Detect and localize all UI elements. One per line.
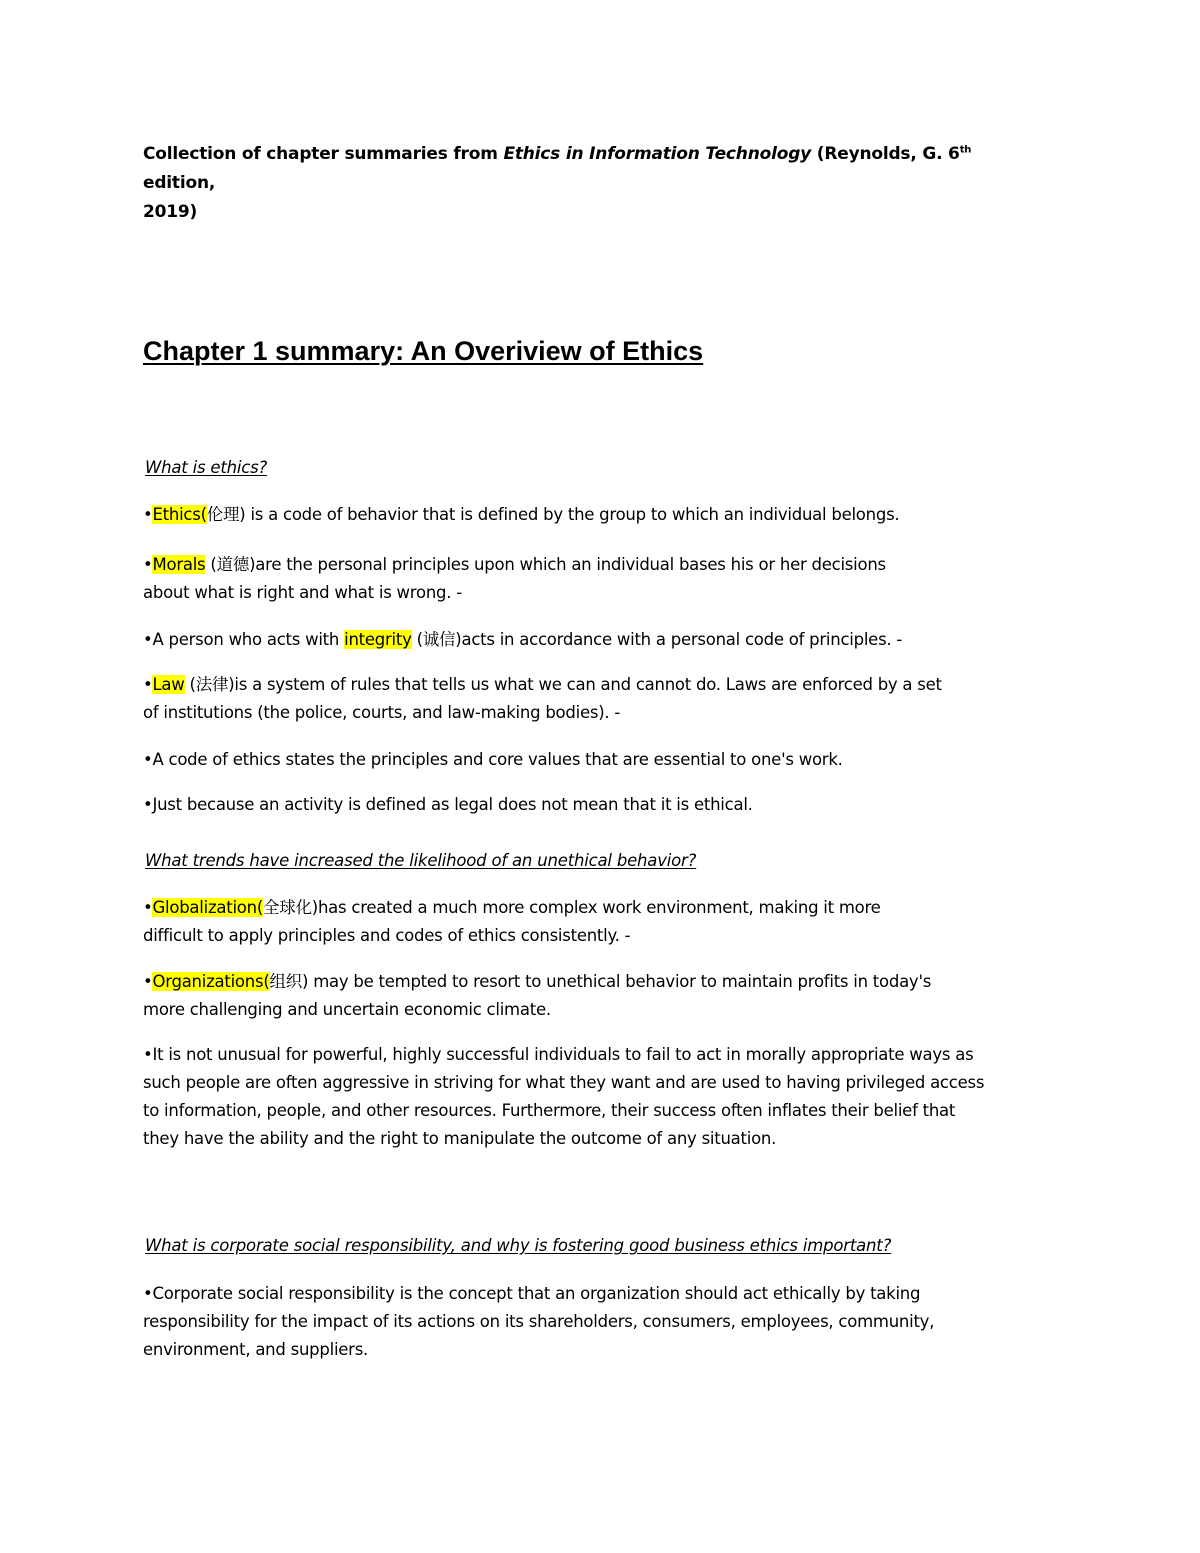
paragraph-powerful-individuals: •It is not unusual for powerful, highly successful individuals to fail to act in morally appropriate ways as such people are often aggressive in striving for what they want and are used to having privileged access to information, people, and other resources. Furthermore, their success often inflates their belief that they have the ability and the right to manipulate the outcome of any situation.	[143, 1045, 985, 1148]
paragraph-code-of-ethics: •A code of ethics states the principles and core values that are essential to one's work.	[143, 750, 843, 769]
chinese-ethics: 伦理	[206, 505, 240, 524]
paragraph-integrity: •A person who acts with integrity (诚信)acts in accordance with a personal code of principles. -	[143, 630, 903, 649]
paragraph-globalization: •Globalization(全球化)has created a much more complex work environment, making it more difficult to apply principles and codes of ethics consistently. -	[143, 898, 881, 945]
bullet: •	[143, 898, 153, 917]
intro-book-title: Ethics in Information Technology	[503, 144, 812, 164]
question-trends: What trends have increased the likelihood of an unethical behavior?	[145, 851, 697, 870]
question-what-is-ethics: What is ethics?	[145, 458, 268, 477]
highlight-organizations: Organizations(	[152, 972, 270, 991]
highlight-globalization: Globalization(	[152, 898, 264, 917]
paragraph-legal-vs-ethical: •Just because an activity is defined as legal does not mean that it is ethical.	[143, 795, 753, 814]
intro-ordinal: th	[959, 144, 972, 156]
document-intro	[143, 140, 1043, 227]
bullet: •	[143, 675, 153, 694]
bullet: •	[143, 555, 153, 574]
paragraph-organizations: •Organizations(组织) may be tempted to resort to unethical behavior to maintain profits in today's more challenging and uncertain economic climate.	[143, 972, 932, 1019]
intro-year: 2019)	[143, 202, 198, 222]
bullet: •	[143, 972, 153, 991]
paragraph-csr: •Corporate social responsibility is the concept that an organization should act ethically by taking responsibility for the impact of its actions on its shareholders, consumers, employees, community, environment, and suppliers.	[143, 1284, 935, 1359]
paragraph-ethics: •Ethics(伦理) is a code of behavior that is defined by the group to which an individual belongs.	[143, 505, 900, 524]
chinese-morals: (道德)	[205, 555, 256, 574]
highlight-morals: Morals	[152, 555, 206, 574]
highlight-integrity: integrity	[344, 630, 412, 649]
chapter-title: Chapter 1 summary: An Overiview of Ethics	[143, 336, 704, 366]
paragraph-law: •Law (法律)is a system of rules that tells us what we can and cannot do. Laws are enforced by a set of institutions (the police, courts, and law-making bodies). -	[143, 675, 942, 722]
intro-author: (Reynolds, G. 6	[811, 144, 960, 164]
intro-prefix: Collection of chapter summaries from	[143, 144, 504, 164]
paragraph-morals: •Morals (道德)are the personal principles upon which an individual bases his or her decisions about what is right and what is wrong. -	[143, 555, 886, 602]
question-corporate-social-responsibility: What is corporate social responsibility, and why is fostering good business ethics important?	[145, 1236, 892, 1255]
bullet: •	[143, 505, 153, 524]
intro-suffix: edition,	[143, 173, 216, 193]
highlight-ethics: Ethics(	[152, 505, 207, 524]
highlight-law: Law	[152, 675, 185, 694]
